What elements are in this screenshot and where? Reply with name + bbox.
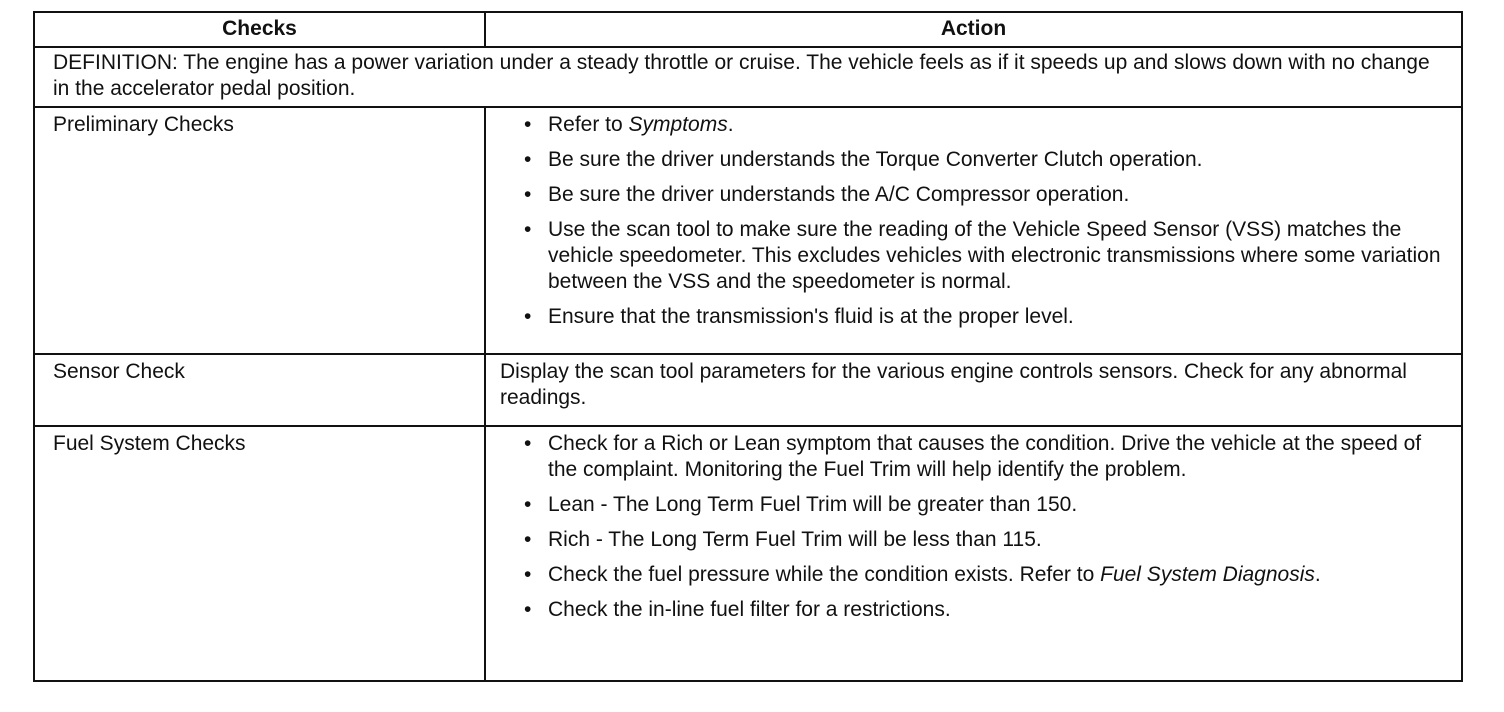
list-item: • Use the scan tool to make sure the reading of the Vehicle Speed Sensor (VSS) matches the vehicle speedometer. This excludes vehicles with electronic transmissions where some variation between the VSS and the speedometer is normal. bbox=[524, 218, 1441, 293]
action-fuel-system bbox=[485, 426, 1462, 681]
list-item: • Ensure that the transmission's fluid is at the proper level. bbox=[524, 305, 1074, 328]
bullet-icon: • bbox=[524, 493, 532, 516]
check-fuel-system: Fuel System Checks bbox=[34, 426, 485, 681]
header-checks: Checks bbox=[34, 12, 485, 47]
check-sensor: Sensor Check bbox=[34, 354, 485, 426]
table-header-row bbox=[34, 12, 1462, 47]
preliminary-bullet-list bbox=[500, 112, 1447, 330]
bullet-icon: • bbox=[524, 432, 532, 455]
fuel-system-diagnosis-reference: Fuel System Diagnosis bbox=[1100, 563, 1315, 586]
definition-text: DEFINITION: The engine has a power variation under a steady throttle or cruise. The vehicle feels as if it speeds up and slows down with no change in the accelerator pedal position. bbox=[34, 47, 1462, 107]
definition-row bbox=[34, 47, 1462, 107]
list-item: • Be sure the driver understands the A/C Compressor operation. bbox=[524, 183, 1130, 206]
table-row bbox=[34, 354, 1462, 426]
table-row bbox=[34, 426, 1462, 681]
bullet-icon: • bbox=[524, 528, 532, 551]
list-item: • Check the in-line fuel filter for a restrictions. bbox=[524, 598, 951, 621]
bullet-icon: • bbox=[524, 113, 532, 136]
fuel-bullet-list bbox=[500, 431, 1447, 623]
bullet-icon: • bbox=[524, 218, 532, 241]
list-item: • Refer to Symptoms. bbox=[524, 113, 734, 136]
check-preliminary: Preliminary Checks bbox=[34, 107, 485, 354]
bullet-icon: • bbox=[524, 305, 532, 328]
bullet-icon: • bbox=[524, 598, 532, 621]
list-item: • Check for a Rich or Lean symptom that causes the condition. Drive the vehicle at the speed of the complaint. Monitoring the Fuel Trim will help identify the problem. bbox=[524, 432, 1422, 481]
bullet-icon: • bbox=[524, 148, 532, 171]
diagnostic-table bbox=[33, 11, 1463, 682]
bullet-icon: • bbox=[524, 183, 532, 206]
header-action: Action bbox=[485, 12, 1462, 47]
action-sensor: Display the scan tool parameters for the various engine controls sensors. Check for any abnormal readings. bbox=[485, 354, 1462, 426]
table-row bbox=[34, 107, 1462, 354]
list-item: • Lean - The Long Term Fuel Trim will be greater than 150. bbox=[524, 493, 1078, 516]
list-item: • Check the fuel pressure while the condition exists. Refer to Fuel System Diagnosis. bbox=[524, 563, 1321, 586]
list-item: • Rich - The Long Term Fuel Trim will be less than 115. bbox=[524, 528, 1042, 551]
list-item: • Be sure the driver understands the Torque Converter Clutch operation. bbox=[524, 148, 1203, 171]
bullet-icon: • bbox=[524, 563, 532, 586]
symptoms-reference: Symptoms bbox=[628, 113, 728, 136]
action-preliminary bbox=[485, 107, 1462, 354]
